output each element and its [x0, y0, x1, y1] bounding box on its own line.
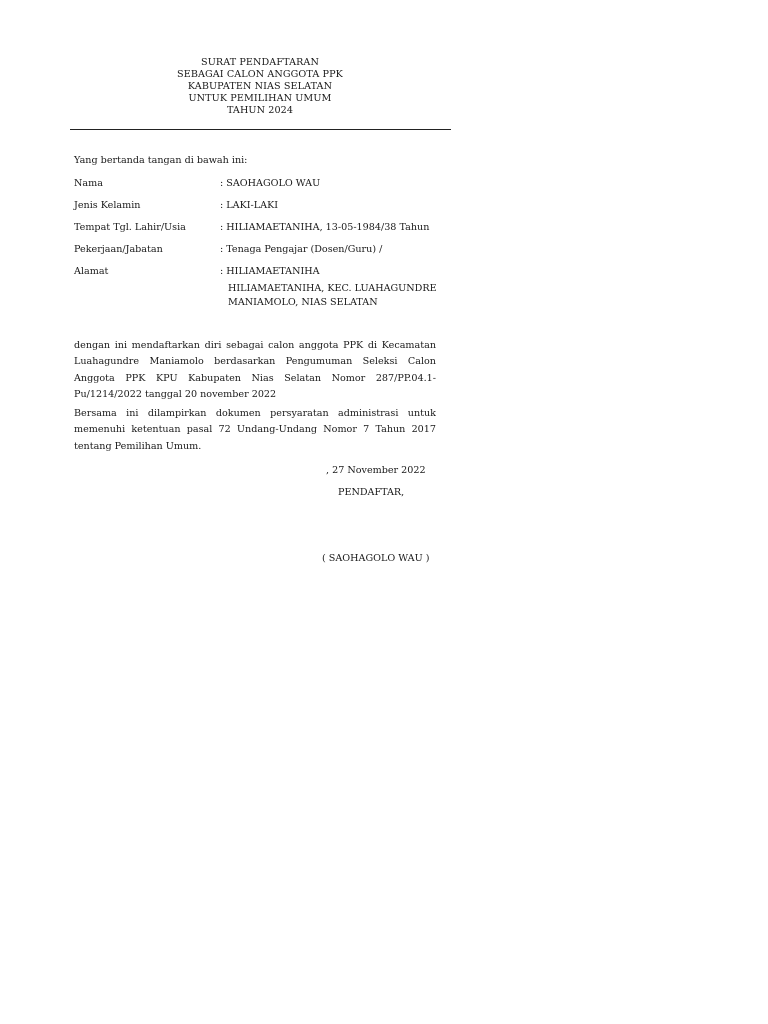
field-label-ttl: Tempat Tgl. Lahir/Usia: [74, 222, 186, 233]
heading-line-4: UNTUK PEMILIHAN UMUM: [188, 93, 332, 104]
field-value-jenis-kelamin: : LAKI-LAKI: [220, 200, 279, 211]
field-value-ttl: : HILIAMAETANIHA, 13-05-1984/38 Tahun: [220, 222, 430, 233]
field-label-alamat: Alamat: [74, 266, 109, 277]
heading-line-5: TAHUN 2024: [226, 105, 294, 116]
signer-name: ( SAOHAGOLO WAU ): [322, 553, 430, 564]
attachment-paragraph: Bersama ini dilampirkan dokumen persyaratan administrasi untuk memenuhi ketentuan pasal 72 Undang-Undang Nomor 7 Tahun 2017 tentang Pemilihan Umum.: [74, 408, 436, 452]
document-heading: [70, 57, 450, 117]
field-value-alamat-line-2: HILIAMAETANIHA, KEC. LUAHAGUNDRE: [228, 283, 437, 294]
heading-line-1: SURAT PENDAFTARAN: [201, 57, 319, 68]
field-label-nama: Nama: [74, 178, 103, 189]
registration-paragraph: dengan ini mendaftarkan diri sebagai calon anggota PPK di Kecamatan Luahagundre Maniamolo berdasarkan Pengumuman Seleksi Calon Anggota PPK KPU Kabupaten Nias Selatan Nomor 287/PP.04.1-Pu/1214/2022 tanggal 20 november 2022: [74, 340, 436, 400]
heading-line-2: SEBAGAI CALON ANGGOTA PPK: [177, 69, 343, 80]
field-label-jenis-kelamin: Jenis Kelamin: [74, 200, 141, 211]
field-value-pekerjaan: : Tenaga Pengajar (Dosen/Guru) /: [220, 244, 383, 255]
heading-line-3: KABUPATEN NIAS SELATAN: [187, 81, 333, 92]
heading-divider: [70, 129, 451, 130]
field-value-alamat: : HILIAMAETANIHA: [220, 266, 320, 277]
field-label-pekerjaan: Pekerjaan/Jabatan: [74, 244, 163, 255]
intro-text: Yang bertanda tangan di bawah ini:: [74, 155, 248, 166]
signing-date: , 27 November 2022: [326, 465, 426, 476]
signer-role: PENDAFTAR,: [338, 487, 405, 498]
field-value-alamat-line-3: MANIAMOLO, NIAS SELATAN: [228, 297, 378, 308]
field-value-nama: : SAOHAGOLO WAU: [220, 178, 321, 189]
